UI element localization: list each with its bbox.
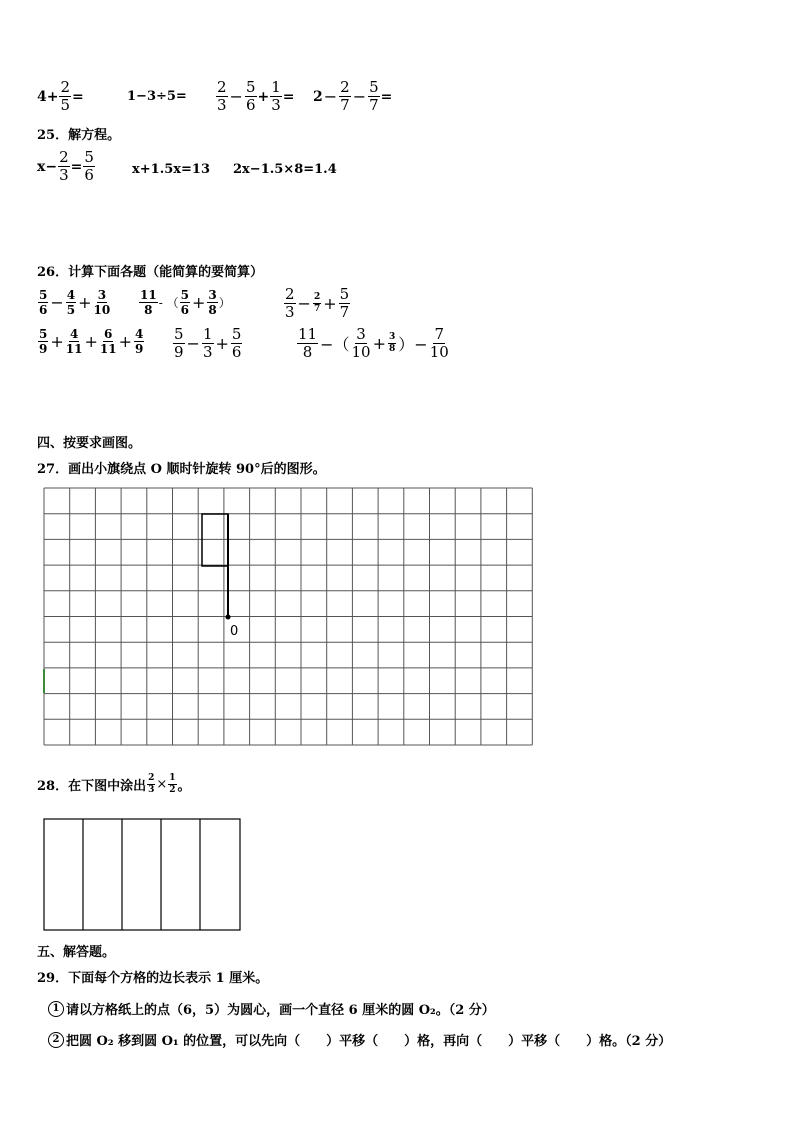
q26-p4 — [37, 328, 145, 355]
numerator: 3 — [356, 325, 366, 343]
denominator: 8 — [389, 344, 396, 354]
operator: − — [352, 87, 367, 106]
q28-suffix: 。 — [177, 779, 191, 794]
grid-lines — [44, 488, 532, 745]
expr-4 — [313, 80, 392, 113]
numerator: 3 — [389, 332, 396, 342]
q25-title: 25．解方程。 — [37, 128, 121, 143]
denominator: 7 — [340, 96, 350, 114]
fraction — [388, 333, 396, 354]
operator: − — [186, 334, 200, 353]
q29-step1 — [48, 999, 495, 1018]
equals: = — [72, 88, 84, 105]
fraction — [66, 289, 76, 316]
fraction — [202, 327, 214, 360]
numerator: 1 — [202, 325, 213, 343]
q26-p2 — [138, 289, 231, 316]
denominator: 3 — [202, 343, 213, 361]
denominator: 6 — [245, 96, 256, 114]
operator: + — [372, 334, 387, 353]
expr-1 — [37, 80, 84, 113]
denominator: 3 — [217, 96, 227, 114]
operator: ）− — [398, 335, 428, 354]
denominator: 8 — [302, 343, 313, 361]
numerator: 5 — [39, 327, 48, 341]
denominator: 11 — [65, 342, 83, 356]
fraction — [59, 80, 71, 113]
fraction — [270, 80, 282, 113]
number: 4 — [37, 88, 47, 105]
numerator: 11 — [298, 325, 318, 343]
numerator: 2 — [60, 78, 71, 96]
denominator: 9 — [39, 342, 48, 356]
point-o — [226, 615, 231, 620]
operator: + — [323, 294, 337, 313]
numerator: 2 — [148, 773, 155, 783]
operator: + — [118, 332, 132, 351]
q26-p1 — [37, 289, 111, 316]
point-o-label: 0 — [230, 624, 239, 639]
operator: + — [50, 332, 64, 351]
fraction — [368, 80, 380, 113]
numerator: 2 — [340, 78, 350, 96]
fraction — [207, 289, 217, 316]
numerator: 5 — [369, 78, 379, 96]
numerator: 1 — [169, 773, 176, 783]
fraction — [38, 289, 48, 316]
circled-number: 2 — [48, 1032, 64, 1048]
denominator: 11 — [99, 342, 117, 356]
operator: − — [297, 294, 311, 313]
denominator: 7 — [339, 303, 350, 321]
numerator: 2 — [59, 148, 69, 166]
q28-prefix: 28．在下图中涂出 — [37, 779, 147, 794]
operator: × — [156, 777, 168, 792]
fraction — [339, 287, 351, 320]
equation-lhs: x− — [37, 158, 58, 175]
numerator: 7 — [434, 325, 445, 343]
denominator: 10 — [351, 343, 371, 361]
denominator: 6 — [180, 303, 189, 317]
box-outline — [44, 819, 240, 930]
fraction — [139, 289, 158, 316]
numerator: 5 — [84, 148, 94, 166]
equals: = — [70, 158, 83, 175]
bracket: ） — [218, 296, 231, 310]
fraction — [180, 289, 190, 316]
section-5-title: 五、解答题。 — [37, 945, 116, 960]
fraction — [313, 293, 321, 314]
expr-2: 1−3÷5= — [127, 89, 187, 104]
numerator: 4 — [66, 288, 76, 302]
fraction — [216, 80, 228, 113]
q26-p5 — [172, 327, 243, 360]
denominator: 3 — [148, 785, 155, 795]
denominator: 9 — [174, 343, 184, 361]
q29-step2 — [48, 1030, 671, 1049]
fraction — [94, 289, 111, 316]
denominator: 5 — [60, 96, 71, 114]
fraction — [58, 150, 70, 183]
fraction — [297, 327, 318, 360]
fraction — [134, 328, 144, 355]
q25-eq2: x+1.5x=13 — [132, 162, 210, 177]
fraction — [231, 327, 243, 360]
fraction — [100, 328, 117, 355]
operator: + — [46, 88, 59, 105]
operator: −（ — [320, 335, 350, 354]
denominator: 5 — [66, 303, 76, 317]
denominator: 10 — [429, 343, 449, 361]
number: 2 — [313, 88, 323, 105]
numerator: 5 — [339, 285, 350, 303]
operator: − — [323, 87, 338, 106]
numerator: 2 — [313, 292, 321, 302]
denominator: 6 — [84, 166, 94, 184]
operator: + — [215, 334, 229, 353]
numerator: 6 — [104, 327, 113, 341]
fraction — [147, 774, 155, 795]
denominator: 9 — [134, 342, 144, 356]
section-4-title: 四、按要求画图。 — [37, 436, 142, 451]
denominator: 6 — [231, 343, 242, 361]
operator: − — [50, 293, 64, 312]
operator: + — [78, 293, 92, 312]
fraction — [430, 327, 449, 360]
numerator: 4 — [134, 327, 144, 341]
denominator: 10 — [93, 303, 111, 317]
numerator: 11 — [140, 288, 157, 302]
numerator: 2 — [285, 285, 295, 303]
fraction — [284, 287, 296, 320]
numerator: 4 — [69, 327, 79, 341]
numerator: 3 — [97, 288, 107, 302]
operator: + — [84, 332, 98, 351]
q28-title — [37, 774, 191, 795]
denominator: 8 — [144, 303, 153, 317]
fraction — [245, 80, 257, 113]
fraction — [66, 328, 83, 355]
fraction — [173, 327, 185, 360]
fraction — [352, 327, 371, 360]
denominator: 3 — [271, 96, 281, 114]
q25-eq1 — [37, 150, 96, 183]
numerator: 1 — [271, 78, 281, 96]
denominator: 3 — [285, 303, 295, 321]
equals: = — [380, 88, 393, 105]
fraction — [339, 80, 351, 113]
denominator: 6 — [39, 303, 48, 317]
fraction — [38, 328, 48, 355]
numerator: 2 — [217, 78, 227, 96]
numerator: 5 — [174, 325, 184, 343]
q29-step2-text: 把圆 O₂ 移到圆 O₁ 的位置，可以先向（ ）平移（ ）格，再向（ ）平移（ ）格。（2 分） — [66, 1034, 672, 1049]
numerator: 5 — [231, 325, 242, 343]
denominator: 2 — [169, 785, 176, 795]
shading-box[interactable] — [43, 818, 243, 932]
numerator: 3 — [208, 288, 217, 302]
expr-3 — [215, 80, 295, 113]
q29-title: 29．下面每个方格的边长表示 1 厘米。 — [37, 971, 269, 986]
q26-title: 26．计算下面各题（能简算的要简算） — [37, 265, 264, 280]
numerator: 5 — [39, 288, 48, 302]
operator: + — [191, 293, 206, 312]
q26-p6 — [296, 327, 450, 360]
operator: + — [257, 88, 270, 105]
fraction — [168, 774, 176, 795]
denominator: 7 — [313, 304, 321, 314]
q27-title: 27．画出小旗绕点 O 顺时针旋转 90°后的图形。 — [37, 462, 326, 477]
numerator: 5 — [180, 288, 189, 302]
equals: = — [282, 88, 295, 105]
q26-p3 — [283, 287, 351, 320]
q25-eq3: 2x−1.5×8=1.4 — [233, 162, 337, 177]
denominator: 8 — [208, 303, 217, 317]
operator: - （ — [158, 296, 179, 310]
denominator: 7 — [369, 96, 379, 114]
circled-number: 1 — [48, 1001, 64, 1017]
q29-step1-text: 请以方格纸上的点（6，5）为圆心，画一个直径 6 厘米的圆 O₂。（2 分） — [66, 1003, 495, 1018]
numerator: 5 — [245, 78, 256, 96]
rotation-grid[interactable] — [40, 486, 548, 748]
operator: − — [229, 87, 243, 106]
fraction — [83, 150, 95, 183]
denominator: 3 — [59, 166, 69, 184]
